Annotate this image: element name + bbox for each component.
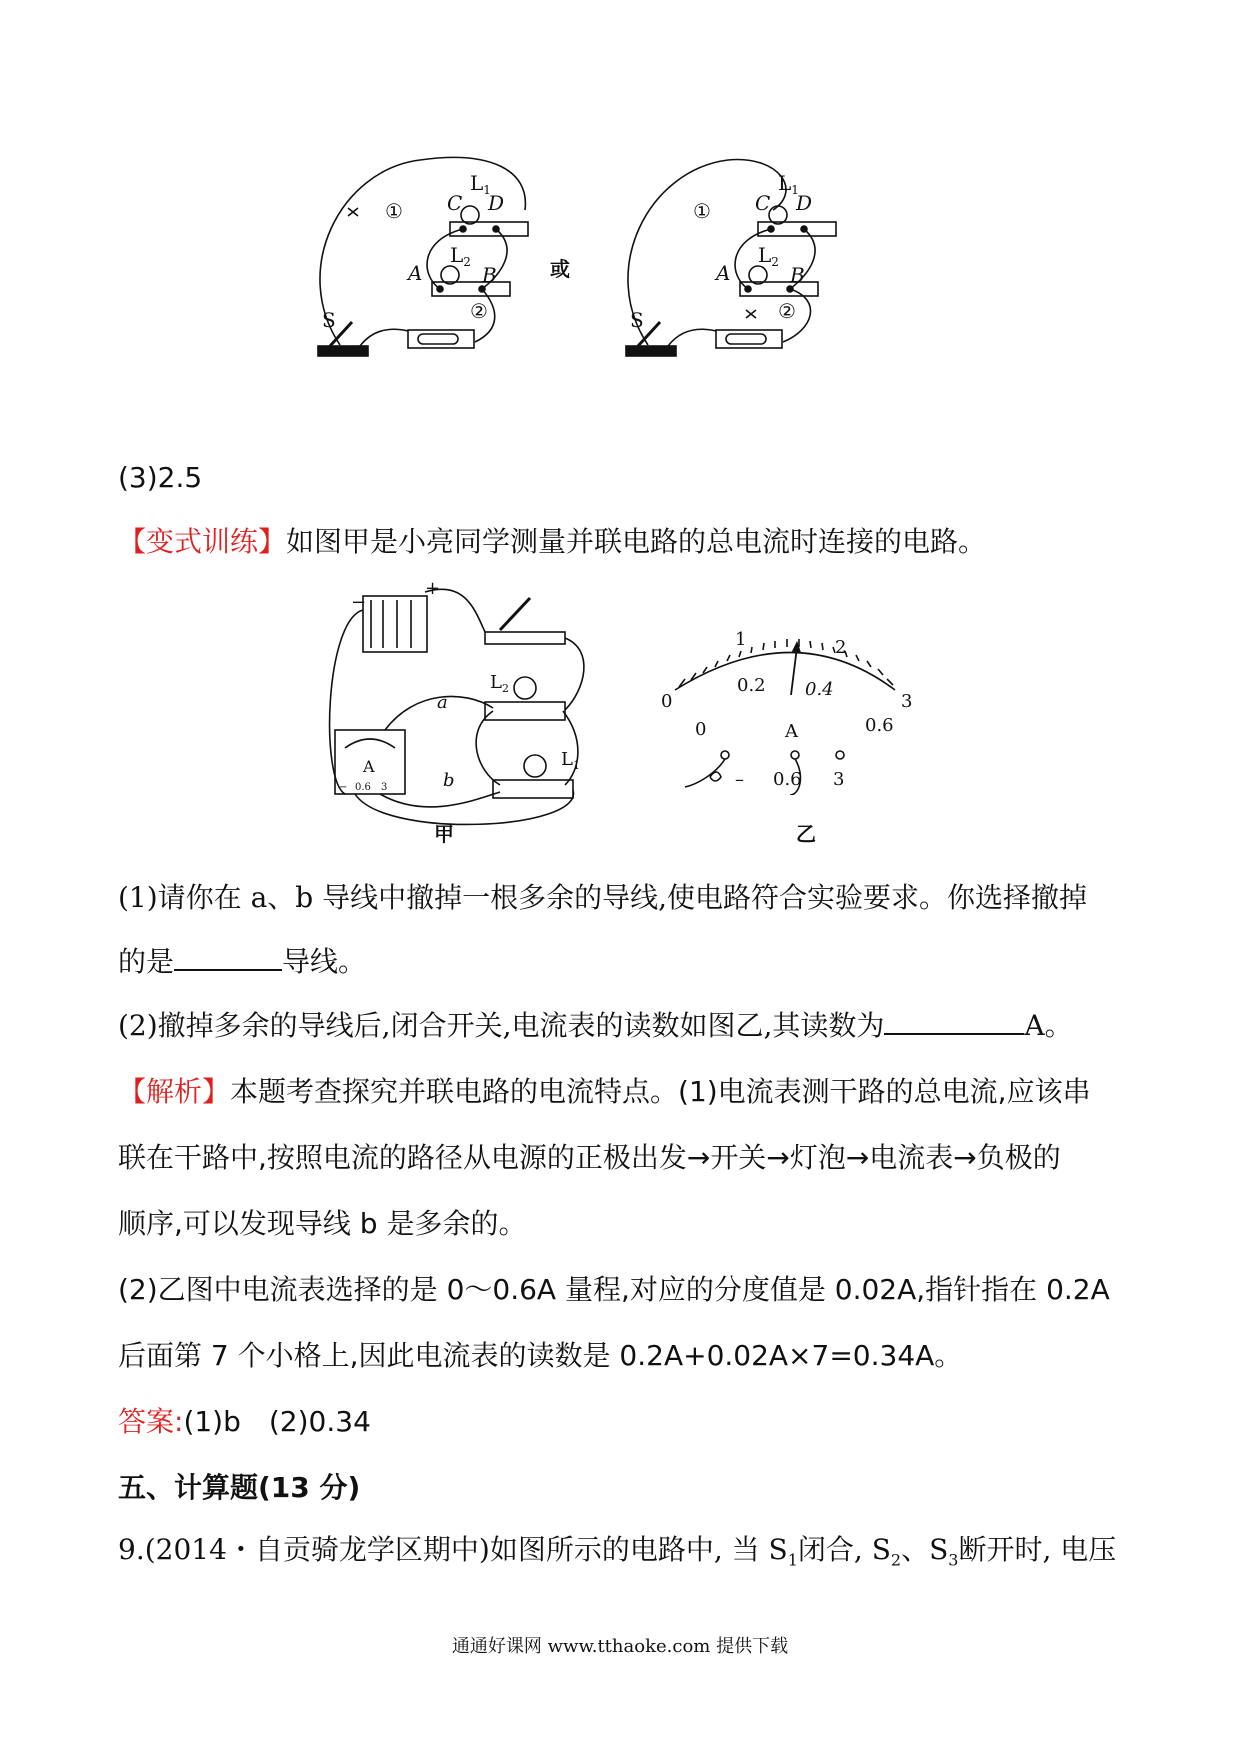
- svg-text:1: 1: [735, 629, 747, 650]
- answer-tag: 答案:: [118, 1405, 184, 1438]
- answer-blank-2: [884, 1007, 1024, 1035]
- answer-blank-1: [174, 943, 282, 971]
- circuit-figure-top: [300, 150, 940, 410]
- dial-pointer: [791, 647, 797, 695]
- circuit-figure-jia: [325, 580, 605, 850]
- lamp-board-l1: [493, 780, 573, 798]
- svg-text:B: B: [790, 263, 805, 287]
- svg-text:S: S: [630, 308, 644, 332]
- terminal-minus: [721, 751, 729, 759]
- lamp-l1-icon: [524, 755, 546, 777]
- svg-text:0: 0: [661, 691, 673, 712]
- svg-text:b: b: [443, 770, 455, 791]
- section-5-heading: 五、计算题(13 分): [118, 1471, 361, 1504]
- svg-text:0.6: 0.6: [865, 715, 894, 736]
- svg-text:B: B: [482, 263, 497, 287]
- svg-text:L1: $L_1$: [778, 171, 799, 197]
- answer-line: 答案:(1)b (2)0.34: [118, 1405, 371, 1438]
- lamp-board-l2: [485, 702, 565, 720]
- circuit-left: [318, 157, 528, 356]
- svg-text:D: D: [488, 191, 505, 215]
- svg-text:3: 3: [381, 782, 388, 793]
- switch-icon: [485, 632, 565, 644]
- lamp-l2-icon: [514, 677, 536, 699]
- terminal-0.6: [791, 751, 799, 759]
- svg-text:S: S: [322, 308, 336, 332]
- question-1-line1: (1)请你在 a、b 导线中撤掉一根多余的导线,使电路符合实验要求。你选择撤掉: [118, 881, 1087, 914]
- svg-text:C: C: [447, 191, 463, 215]
- analysis-line5: 后面第 7 个小格上,因此电流表的读数是 0.2A+0.02A×7=0.34A。: [118, 1339, 963, 1372]
- svg-text:C: C: [755, 191, 771, 215]
- battery-pack-icon: [363, 596, 427, 652]
- svg-text:−: −: [339, 782, 348, 793]
- variant-training: [118, 522, 986, 562]
- answer-3: (3)2.5: [118, 461, 203, 494]
- analysis-line2: 联在干路中,按照电流的路径从电源的正极出发→开关→灯泡→电流表→负极的: [118, 1141, 1061, 1174]
- svg-text:0: 0: [695, 719, 707, 740]
- svg-text:3: 3: [901, 691, 913, 712]
- analysis-tag: 【解析】: [118, 1075, 231, 1108]
- svg-text:A: A: [408, 261, 423, 285]
- switch-icon: [318, 346, 368, 356]
- svg-text:0.6: 0.6: [355, 782, 371, 793]
- svg-text:D: D: [796, 191, 813, 215]
- question-9: 9.(2014・自贡骑龙学区期中)如图所示的电路中, 当 $S_1$闭合, $S_2$、$S_3$断开时, 电压: [118, 1533, 1117, 1570]
- svg-text:L1: $L_1$: [561, 749, 580, 772]
- svg-text:0.4: 0.4: [805, 679, 834, 700]
- svg-text:A: A: [716, 261, 731, 285]
- svg-text:①: ①: [693, 199, 711, 223]
- figure-jia-caption: 甲: [434, 822, 454, 846]
- svg-text:②: ②: [470, 299, 488, 323]
- page-footer: 通通好课网 www.tthaoke.com 提供下载: [451, 1636, 789, 1657]
- svg-text:①: ①: [385, 199, 403, 223]
- cross-mark: [348, 208, 358, 216]
- svg-text:L2: $L_2$: [758, 243, 779, 269]
- dial-arc: [675, 653, 895, 691]
- svg-text:−: −: [351, 592, 367, 613]
- question-1-line2: 的是 导线。: [118, 945, 367, 978]
- svg-text:②: ②: [778, 299, 796, 323]
- svg-text:2: 2: [835, 637, 847, 658]
- svg-text:A: A: [363, 757, 375, 776]
- question-2: (2)撤掉多余的导线后,闭合开关,电流表的读数如图乙,其读数为 A。: [118, 1009, 1073, 1042]
- svg-text:a: a: [437, 692, 448, 713]
- svg-text:0.6: 0.6: [773, 769, 802, 790]
- or-label: 或: [550, 257, 570, 281]
- analysis-line1: 【解析】本题考查探究并联电路的电流特点。(1)电流表测干路的总电流,应该串: [118, 1075, 1091, 1108]
- figure-yi-caption: 乙: [796, 822, 816, 846]
- variant-tag: 【变式训练】: [118, 525, 287, 558]
- svg-text:L1: $L_1$: [470, 171, 491, 197]
- analysis-line3: 顺序,可以发现导线 b 是多余的。: [118, 1207, 527, 1240]
- variant-text: 如图甲是小亮同学测量并联电路的总电流时连接的电路。: [286, 525, 987, 558]
- circuit-right: [626, 160, 836, 356]
- ammeter-dial-figure: [655, 595, 935, 795]
- analysis-line4: (2)乙图中电流表选择的是 0～0.6A 量程,对应的分度值是 0.02A,指针指在 0.2A: [118, 1273, 1110, 1306]
- svg-text:+: +: [425, 580, 441, 599]
- svg-text:3: 3: [833, 769, 845, 790]
- svg-text:L2: $L_2$: [490, 672, 509, 695]
- svg-text:L2: $L_2$: [450, 243, 471, 269]
- svg-text:A: A: [785, 721, 798, 742]
- svg-text:–: –: [735, 769, 744, 790]
- terminal-3: [836, 751, 844, 759]
- svg-text:0.2: 0.2: [737, 675, 766, 696]
